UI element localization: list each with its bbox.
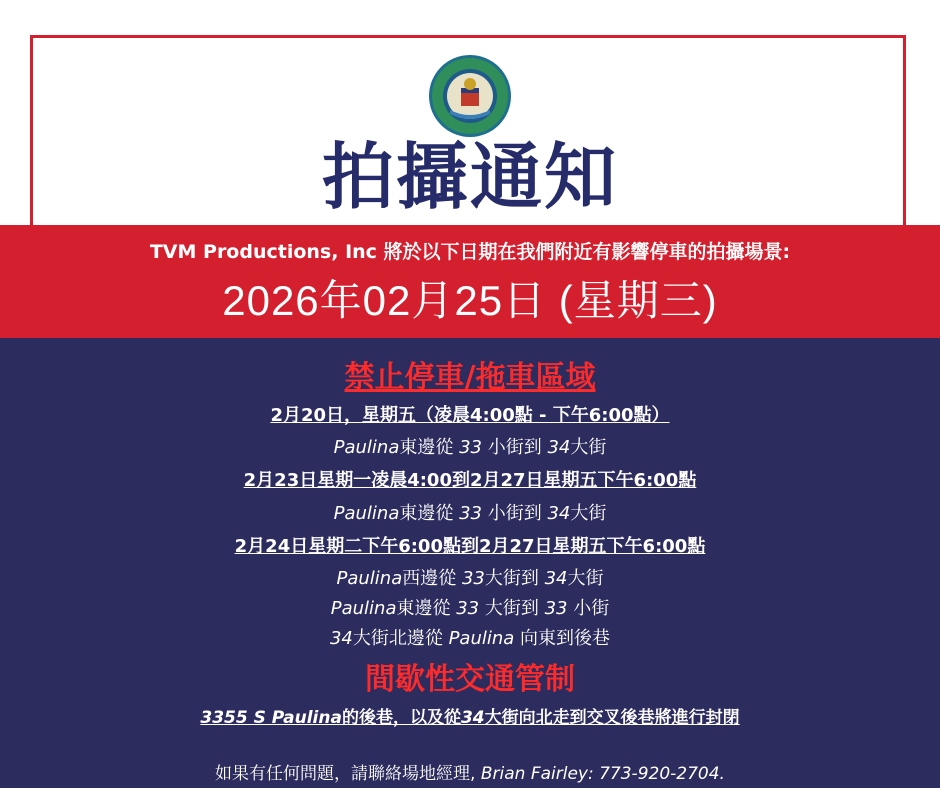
filming-date: 2026年02月25日 (星期三): [222, 277, 718, 324]
page-title: 拍攝通知: [321, 135, 618, 219]
schedule-when-1: 2月20日，星期五（凌晨4:00點 - 下午6:00點）: [270, 405, 670, 426]
traffic-control-notice: 3355 S Paulina的後巷，以及從34大街向北走到交叉後巷將進行封閉: [200, 708, 740, 728]
no-parking-heading: 禁止停車/拖車區域: [344, 360, 596, 395]
announcement-banner: [0, 225, 940, 338]
traffic-control-heading: 間歇性交通管制: [365, 662, 575, 697]
schedule-where-3b: Paulina東邊從 33 大街到 33 小街: [330, 598, 610, 619]
schedule-where-1a: Paulina東邊從 33 小街到 34大街: [333, 437, 607, 458]
details-panel: [0, 338, 940, 788]
schedule-where-3a: Paulina西邊從 33大街到 34大街: [336, 568, 604, 589]
schedule-when-2: 2月23日星期一凌晨4:00到2月27日星期五下午6:00點: [243, 470, 697, 491]
schedule-where-3c: 34大街北邊從 Paulina 向東到後巷: [329, 628, 611, 649]
contact-line: 如果有任何問題，請聯絡場地經理, Brian Fairley: 773-920-2704.: [215, 764, 725, 784]
schedule-where-2a: Paulina東邊從 33 小街到 34大街: [333, 503, 607, 524]
city-of-chicago-seal: [428, 54, 512, 138]
schedule-when-3: 2月24日星期二下午6:00點到2月27日星期五下午6:00點: [234, 536, 706, 557]
banner-subtitle: TVM Productions, Inc 將於以下日期在我們附近有影響停車的拍攝場景:: [149, 241, 791, 263]
